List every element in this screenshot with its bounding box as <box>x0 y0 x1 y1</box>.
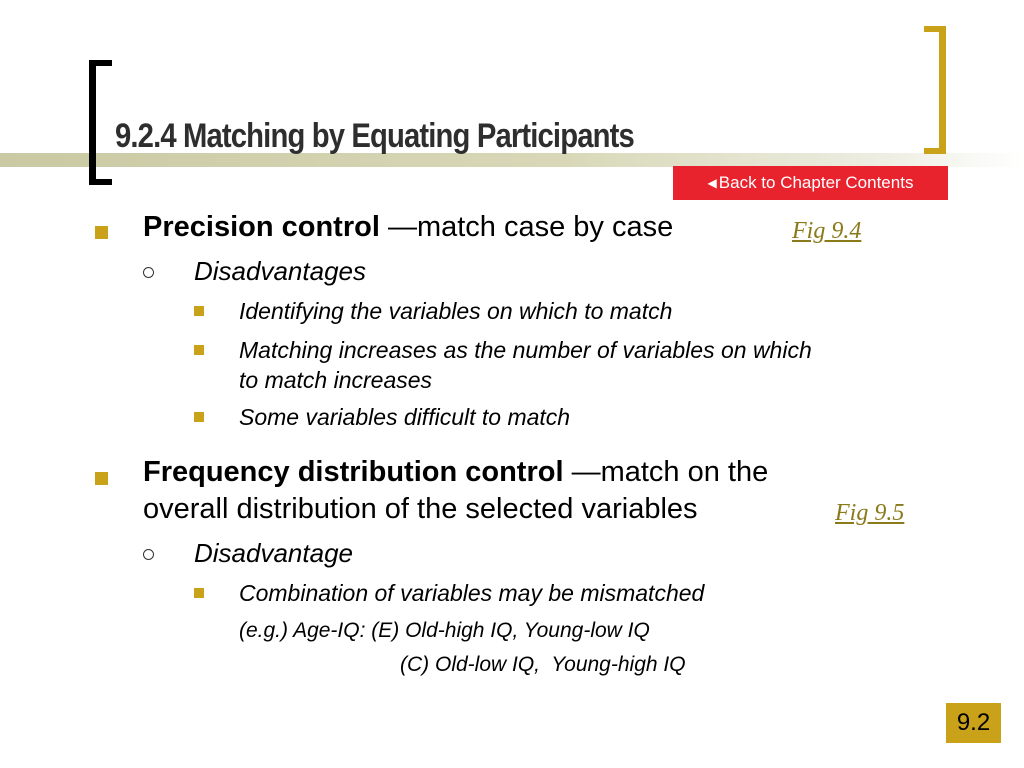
bullet-square-small-icon <box>194 345 204 355</box>
list-item: Some variables difficult to match <box>239 404 571 430</box>
bullet-square-small-icon <box>194 306 204 316</box>
bullet-ring-icon <box>143 267 154 278</box>
example-line-1: (e.g.) Age-IQ: (E) Old-high IQ, Young-low IQ <box>239 619 650 642</box>
bullet-square-icon <box>95 226 108 239</box>
fig-9-4-link[interactable]: Fig 9.4 <box>792 218 862 244</box>
list-item-continuation: to match increases <box>239 367 433 393</box>
slide-title: 9.2.4 Matching by Equating Participants <box>115 117 634 155</box>
bullet-frequency-distribution-control <box>143 456 768 489</box>
list-item: Matching increases as the number of variables on which <box>239 337 812 363</box>
bullet-square-small-icon <box>194 588 204 598</box>
fig-9-4-container <box>792 218 861 245</box>
bullet-heading: Frequency distribution control <box>143 456 564 488</box>
bullet-heading: Precision control <box>143 211 380 243</box>
bullet-dash-text: —match case by case <box>379 211 674 243</box>
bullet-dash-text: —match on the <box>563 456 769 488</box>
bullet-line-2: overall distribution of the selected variables <box>143 493 698 525</box>
sub-heading-disadvantage: Disadvantage <box>194 538 353 568</box>
bullet-square-small-icon <box>194 412 204 422</box>
bullet-square-icon <box>95 472 108 485</box>
example-line-2: (C) Old-low IQ, Young-high IQ <box>400 653 686 676</box>
page-number-badge: 9.2 <box>946 703 1001 743</box>
fig-9-5-link[interactable]: Fig 9.5 <box>835 500 905 526</box>
bullet-ring-icon <box>143 549 154 560</box>
left-arrow-icon: ◀ <box>707 176 717 190</box>
back-button-label: Back to Chapter Contents <box>718 173 914 192</box>
list-item: Identifying the variables on which to match <box>239 298 673 324</box>
list-item: Combination of variables may be mismatched <box>239 580 705 606</box>
sub-heading-disadvantages: Disadvantages <box>194 256 366 286</box>
fig-9-5-container <box>835 500 904 527</box>
bullet-precision-control <box>143 211 673 244</box>
